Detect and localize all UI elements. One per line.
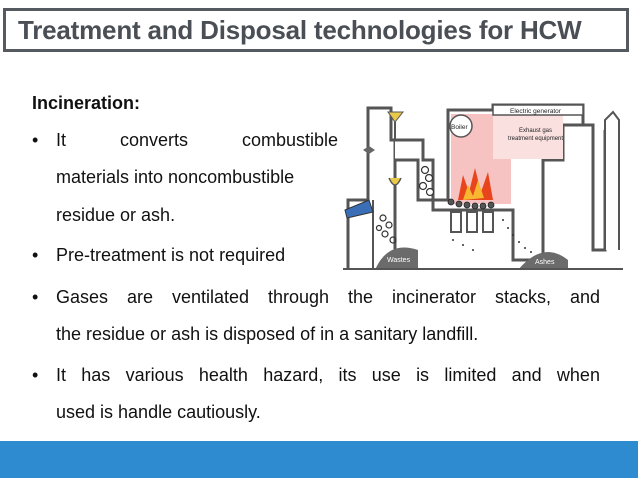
electric-generator-label: Electric generator xyxy=(510,108,561,115)
bullet-4-line-1 xyxy=(56,365,600,386)
exhaust-label-1: Exhaust gas xyxy=(519,128,553,134)
bullet-4-line-2: used is handle cautiously. xyxy=(56,402,261,422)
word: stacks, xyxy=(494,287,551,307)
word: and xyxy=(569,287,600,307)
word: various xyxy=(125,365,184,385)
grate-supports xyxy=(451,212,493,232)
word: has xyxy=(81,365,111,385)
word: It xyxy=(56,130,67,150)
word: ventilated xyxy=(171,287,250,307)
word: its xyxy=(338,365,357,385)
section-heading: Incineration: xyxy=(32,93,141,113)
bullet-3-line-2: the residue or ash is disposed of in a sanitary landfill. xyxy=(56,324,479,344)
word: when xyxy=(556,365,600,385)
word: the xyxy=(347,287,374,307)
boiler-label: Boiler xyxy=(451,124,468,131)
footer-bar xyxy=(0,441,638,478)
wastes-label: Wastes xyxy=(387,257,411,264)
word: combustible xyxy=(241,130,338,150)
bullet-1-line-2: materials into noncombustible xyxy=(56,167,295,187)
incinerator-diagram xyxy=(343,100,623,270)
bullet-1-line-1 xyxy=(56,130,338,151)
word: are xyxy=(126,287,153,307)
word: is xyxy=(416,365,430,385)
bullet-marker: • xyxy=(32,245,39,265)
bullet-marker: • xyxy=(32,365,39,385)
word: Gases xyxy=(56,287,109,307)
bullet-marker: • xyxy=(32,287,39,307)
word: converts xyxy=(119,130,188,150)
bullet-2: Pre-treatment is not required xyxy=(56,245,286,265)
slide-title: Treatment and Disposal technologies for HCW xyxy=(18,15,582,45)
bullet-3-line-1 xyxy=(56,287,600,308)
word: use xyxy=(371,365,401,385)
incinerator-stack xyxy=(605,112,619,250)
bullet-1-line-3: residue or ash. xyxy=(56,205,176,225)
flue-duct xyxy=(563,125,605,250)
word: and xyxy=(511,365,542,385)
word: through xyxy=(267,287,330,307)
word: limited xyxy=(444,365,497,385)
exhaust-label-2: treatment equipment xyxy=(508,136,564,142)
waste-pit-outline xyxy=(348,108,395,270)
word: hazard, xyxy=(263,365,324,385)
title-box xyxy=(3,8,629,52)
bullet-marker: • xyxy=(32,130,39,150)
word: incinerator xyxy=(391,287,477,307)
word: It xyxy=(56,365,67,385)
ashes-label: Ashes xyxy=(535,259,555,266)
word: health xyxy=(198,365,248,385)
